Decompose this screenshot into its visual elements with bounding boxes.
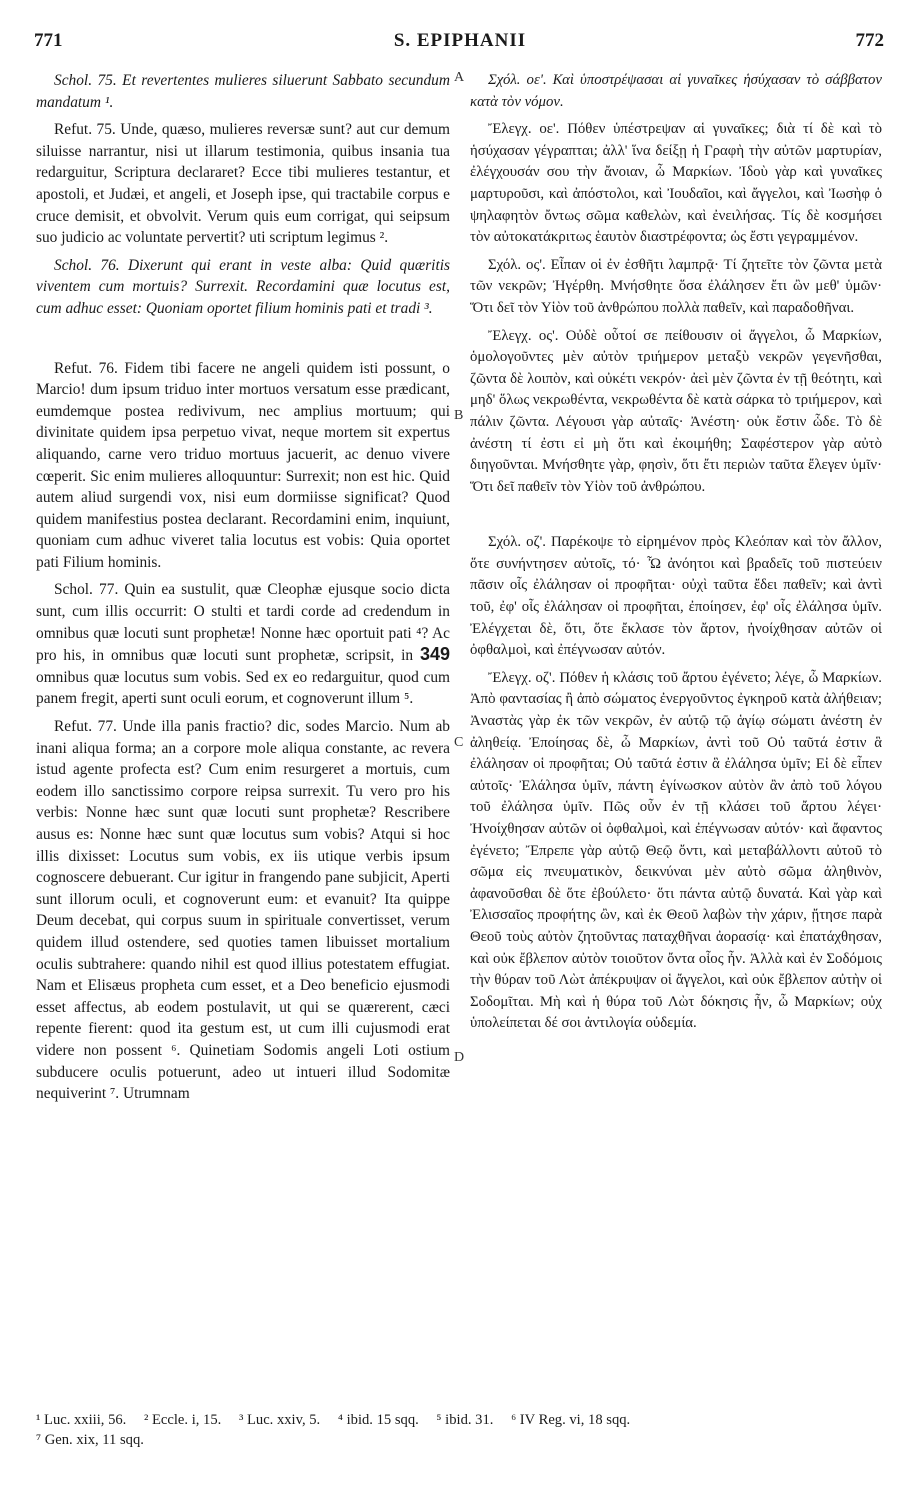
latin-refutation-75: Refut. 75. Unde, quæso, mulieres reversæ sunt? aut cur demum siluisse narrantur, nisi ut illarum testimonia, quibus insania tua redarguitur, Scriptura declararet? Ecce tibi mulieres testantur, et apostoli, et Judæi, et angeli, et Joseph ipse, qui tractabile corpus e cruce demisit, et obvolvit. Verum quis eum corrigat, qui seipsum suo judicio ac voluntate pervertit? uti scriptum legimus ².: [36, 121, 450, 247]
page-header: [0, 30, 920, 58]
column-number-349: 349: [419, 644, 450, 665]
margin-letter-b: B: [454, 408, 464, 423]
running-title: S. EPIPHANII: [393, 30, 527, 51]
footnotes: [36, 1410, 886, 1450]
greek-refutation-76: Ἔλεγχ. ος'. Οὐδὲ οὗτοί σε πείθουσιν οἱ ἄγγελοι, ὦ Μαρκίων, ὁμολογοῦντες μὲν αὐτὸν τριήμερον μεταξὺ νεκρῶν γεγενῆσθαι, ζῶντα δὲ λοιπὸν, καὶ οὐκέτι νεκρόν· ἀεὶ μὲν ζῶντα ἐν τῇ θεότητι, καὶ μηδ' ὅλως νεκρωθέντα, νεκρωθέντα δὲ κατὰ σάρκα τὸ τριήμερον, καὶ πάλιν ζῶντα. Λέγουσι γὰρ αὐταῖς· Ἀνέστη· οὐκ ἔστιν ὧδε. Τὸ δὲ ἀνέστη τί ἐστι εἰ μὴ ὅτι καὶ ἐκοιμήθη; Σαφέστερον γὰρ αὐτὸ διηγοῦνται. Μνήσθητε γὰρ, φησὶν, ὅτι ἔτι περιὼν ταῦτα ἔλεγεν ὑμῖν· Ὅτι δεῖ παθεῖν τὸν Υἱὸν τοῦ ἀνθρώπου.: [470, 327, 882, 495]
greek-scholium-77: Σχόλ. οζ'. Παρέκοψε τὸ εἰρημένον πρὸς Κλεόπαν καὶ τὸν ἄλλον, ὅτε συνήντησεν αὐτοῖς, τό· Ὦ ἀνόητοι καὶ βραδεῖς τοῦ πιστεύειν πᾶσιν οἷς ἐλάλησαν οἱ προφῆται· οὐχὶ ταῦτα ἔδει παθεῖν; καὶ ἀντὶ τοῦ, ἐφ' οἷς ἐλάλησαν οἱ προφῆται, ἐποίησεν, ἐφ' οἷς ἐλάλησα ὑμῖν. Ἐλέγχεται δὲ, ὅτι, ὅτε ἔκλασε τὸν ἄρτον, ἠνοίχθησαν αὐτῶν οἱ ὀφθαλμοὶ, καὶ ἐπέγνωσαν αὐτόν.: [470, 534, 882, 659]
footnote-4: ⁴ ibid. 15 sqq.: [337, 1412, 419, 1428]
greek-scholium-76: Σχόλ. ος'. Εἶπαν οἱ ἐν ἐσθῆτι λαμπρᾷ· Τί ζητεῖτε τὸν ζῶντα μετὰ τῶν νεκρῶν; Ἠγέρθη. Μνήσθητε ὅσα ἐλάλησεν ἔτι ὢν μεθ' ὑμῶν· Ὅτι δεῖ τὸν Υἱὸν τοῦ ἀνθρώπου πολλὰ παθεῖν, καὶ παραδοθῆναι.: [470, 256, 882, 316]
latin-column: [36, 70, 450, 1111]
latin-scholium-77-text: Schol. 77. Quin ea sustulit, quæ Cleophæ ejusque socio dicta sunt, cum illis occurrit: O stulti et tardi corde ad credendum in omnibus quæ locuti sunt prophetæ! Nonne hæc oportuit pati ⁴? Ac pro his, in omnibus quæ locuti sunt prophetæ, scripsit, in: [36, 581, 450, 665]
latin-scholium-75: Schol. 75. Et revertentes mulieres siluerunt Sabbato secundum mandatum ¹.: [36, 72, 450, 111]
footnote-1: ¹ Luc. xxiii, 56.: [36, 1412, 127, 1428]
latin-scholium-77-tail: omnibus quæ locutus sum vobis. Sed ex eo redarguitur, quod cum panem fregit, aperti sunt oculi eorum, et cognoverunt illum ⁵.: [36, 668, 450, 708]
footnote-2: ² Eccle. i, 15.: [143, 1412, 222, 1428]
footnote-6: ⁶ IV Reg. vi, 18 sqq.: [511, 1412, 631, 1428]
latin-scholium-76: Schol. 76. Dixerunt qui erant in veste alba: Quid quæritis viventem cum mortuis? Surrexit. Recordamini quæ locutus est, cum adhuc esset: Quoniam oportet filium hominis pati et tradi ³.: [36, 256, 450, 317]
margin-letter-c: C: [454, 735, 464, 750]
page-number-left: 771: [34, 30, 63, 51]
footnote-5: ⁵ ibid. 31.: [436, 1412, 494, 1428]
latin-scholium-77: [36, 579, 450, 710]
margin-letter-d: D: [454, 1050, 465, 1065]
page-number-right: 772: [855, 30, 884, 51]
footnote-7: ⁷ Gen. xix, 11 sqq.: [36, 1432, 144, 1448]
latin-refutation-76: Refut. 76. Fidem tibi facere ne angeli quidem isti possunt, o Marcio! dum ipsum triduo inter mortuos versatum esse prædicant, eumdemque postea redivivum, nec amplius mortuum; qui divinitate quidem ipsa perpetuo vivat, neque mortem sit expertus aliquando, carne vero triduo mortuus jacuerit, ac denuo vivere cœperit. Sic enim mulieres alloquuntur: Surrexit; non est hic. Quid autem aliud surgendi vox, nisi eum dormiisse significat? Quod quidem manifestius postea declarant. Recordamini enim, inquiunt, quoniam cum adhuc viveret talia locutus est vobis: Quia oportet pati Filium hominis.: [36, 359, 450, 571]
greek-refutation-77: Ἔλεγχ. οζ'. Πόθεν ἡ κλάσις τοῦ ἄρτου ἐγένετο; λέγε, ὦ Μαρκίων. Ἀπὸ φαντασίας ἢ ἀπὸ σώματος ἐνεργοῦντος ἐγκηροῦ κατὰ ἀλήθειαν; Ἀναστὰς γὰρ ἐκ τῶν νεκρῶν, ἐν αὐτῷ τῷ ἁγίῳ σώματι ἀνέστη ἐν ἀληθείᾳ. Ἐποίησας δὲ, ὦ Μαρκίων, ἀντὶ τοῦ Οὐ ταῦτά ἐστιν ἃ ἐλάλησαν οἱ προφῆται; Οὐ ταῦτά ἐστιν ἃ ἐλάλησα ὑμῖν; Εἰ δὲ εἶπεν αὐτοῖς· Ἐλάλησα ὑμῖν, πάντη ἐγίνωσκον αὐτὸν ἂν ἀπὸ τοῦ λόγου τοῦ ἐλάλησα ὑμῖν. Πῶς οὖν ἐν τῇ κλάσει τοῦ ἄρτου λέγει· Ἠνοίχθησαν αὐτῶν οἱ ὀφθαλμοὶ, καὶ ἐπέγνωσαν αὐτόν· καὶ ἄφαντος ἐγένετο; Ἔπρεπε γὰρ αὐτῷ Θεῷ ὄντι, καὶ μεταβάλλοντι αὐτοῦ τὸ σῶμα εἰς πνευματικὸν, δεικνύναι μὲν αὐτὸ σῶμα ἀληθινὸν, ἀφανοῦσθαι δὲ ὅτε ἐβούλετο· ὅτι πάντα αὐτῷ δυνατά. Καὶ γὰρ καὶ Ἐλισσαῖος προφήτης ὢν, καὶ ἐκ Θεοῦ λαβὼν τὴν χάριν, ᾔτησε παρὰ Θεοῦ τοὺς αὐτὸν ζητοῦντας παταχθῆναι ἀορασίᾳ· καὶ ἐπατάχθησαν, καὶ οὐκ ἔβλεπον αὐτὸν τοιοῦτον ὄντα οἷος ἦν. Ἀλλὰ καὶ ἐν Σοδόμοις τὴν θύραν τοῦ Λὼτ ἀπέκρυψαν οἱ ἄγγελοι, καὶ οὐκ ἔβλεπον αὐτὴν οἱ Σοδομῖται. Μὴ καὶ ἡ θύρα τοῦ Λὼτ δόκησις ἦν, ὦ Μαρκίων; οὐχ ὑπολείπεται δέ σοι ἀντιλογία οὐδεμία.: [470, 669, 882, 1032]
margin-letter-a: A: [454, 70, 465, 85]
greek-scholium-75: Σχόλ. οε'. Καὶ ὑποστρέψασαι αἱ γυναῖκες ἡσύχασαν τὸ σάββατον κατὰ τὸν νόμον.: [470, 72, 882, 110]
latin-refutation-77: Refut. 77. Unde illa panis fractio? dic, sodes Marcio. Num ab inani aliqua forma; an a corpore mole aliqua constante, ac revera istud agente profecta est? Cum enim resurgeret a mortuis, cum eodem illo sanctissimo corpore reipsa surrexit. Tu vero pro his verbis: Nonne hæc sunt quæ locuti sunt prophetæ? Rescribere ausus es: Nonne hæc sunt quæ locutus sum vobis? Atqui si hoc illis dixisset: Locutus sum vobis, ex iis utique verbis ipsum cognoscere debuerant. Cur igitur in frangendo pane subjicit, Aperti sunt illorum oculi, et cognoverunt eum: et evanuit? Ita quippe Deum decebat, qui corpus suum in spirituale convertisset, verum quidem illud ostendere, sed quoties tamen libuisset mortalium oculis subtrahere: quando nihil est quod illius potestatem effugiat. Nam et Elisæus propheta cum esset, et a Deo beneficio ejusmodi esset affectus, ab eodem postulavit, ut qui se quærerent, cæci repente fierent: quod ita gestum est, ut cum illi cujusmodi erat videre non possent ⁶. Quinetiam Sodomis angeli Loti ostium subducere oculis potuerunt, adeo ut intueri illud Sodomitæ nequiverint ⁷. Utrumnam: [36, 718, 450, 1103]
greek-refutation-75: Ἔλεγχ. οε'. Πόθεν ὑπέστρεψαν αἱ γυναῖκες; διὰ τί δὲ καὶ τὸ ἡσύχασαν γέγραπται; ἀλλ' ἵνα δείξῃ ἡ Γραφὴ τὴν αὐτῶν μαρτυρίαν, ἐλέγχουσάν σου τὴν ἄνοιαν, ὦ Μαρκίων. Ἰδοὺ γὰρ καὶ γυναῖκες μαρτυροῦσι, καὶ ἀπόστολοι, καὶ Ἰουδαῖοι, καὶ ἄγγελοι, καὶ Ἰωσὴφ ὁ ψηλαφητὸν ὄντως σῶμα καθελὼν, καὶ ἐνειλήσας. Τίς δὲ κοσμήσει τὸν αὐτοκατάκριτως ἑαυτὸν διαστρέφοντα; ὡς ἔστι γεγραμμένον.: [470, 121, 882, 246]
footnote-3: ³ Luc. xxiv, 5.: [238, 1412, 321, 1428]
greek-column: [470, 70, 882, 1041]
